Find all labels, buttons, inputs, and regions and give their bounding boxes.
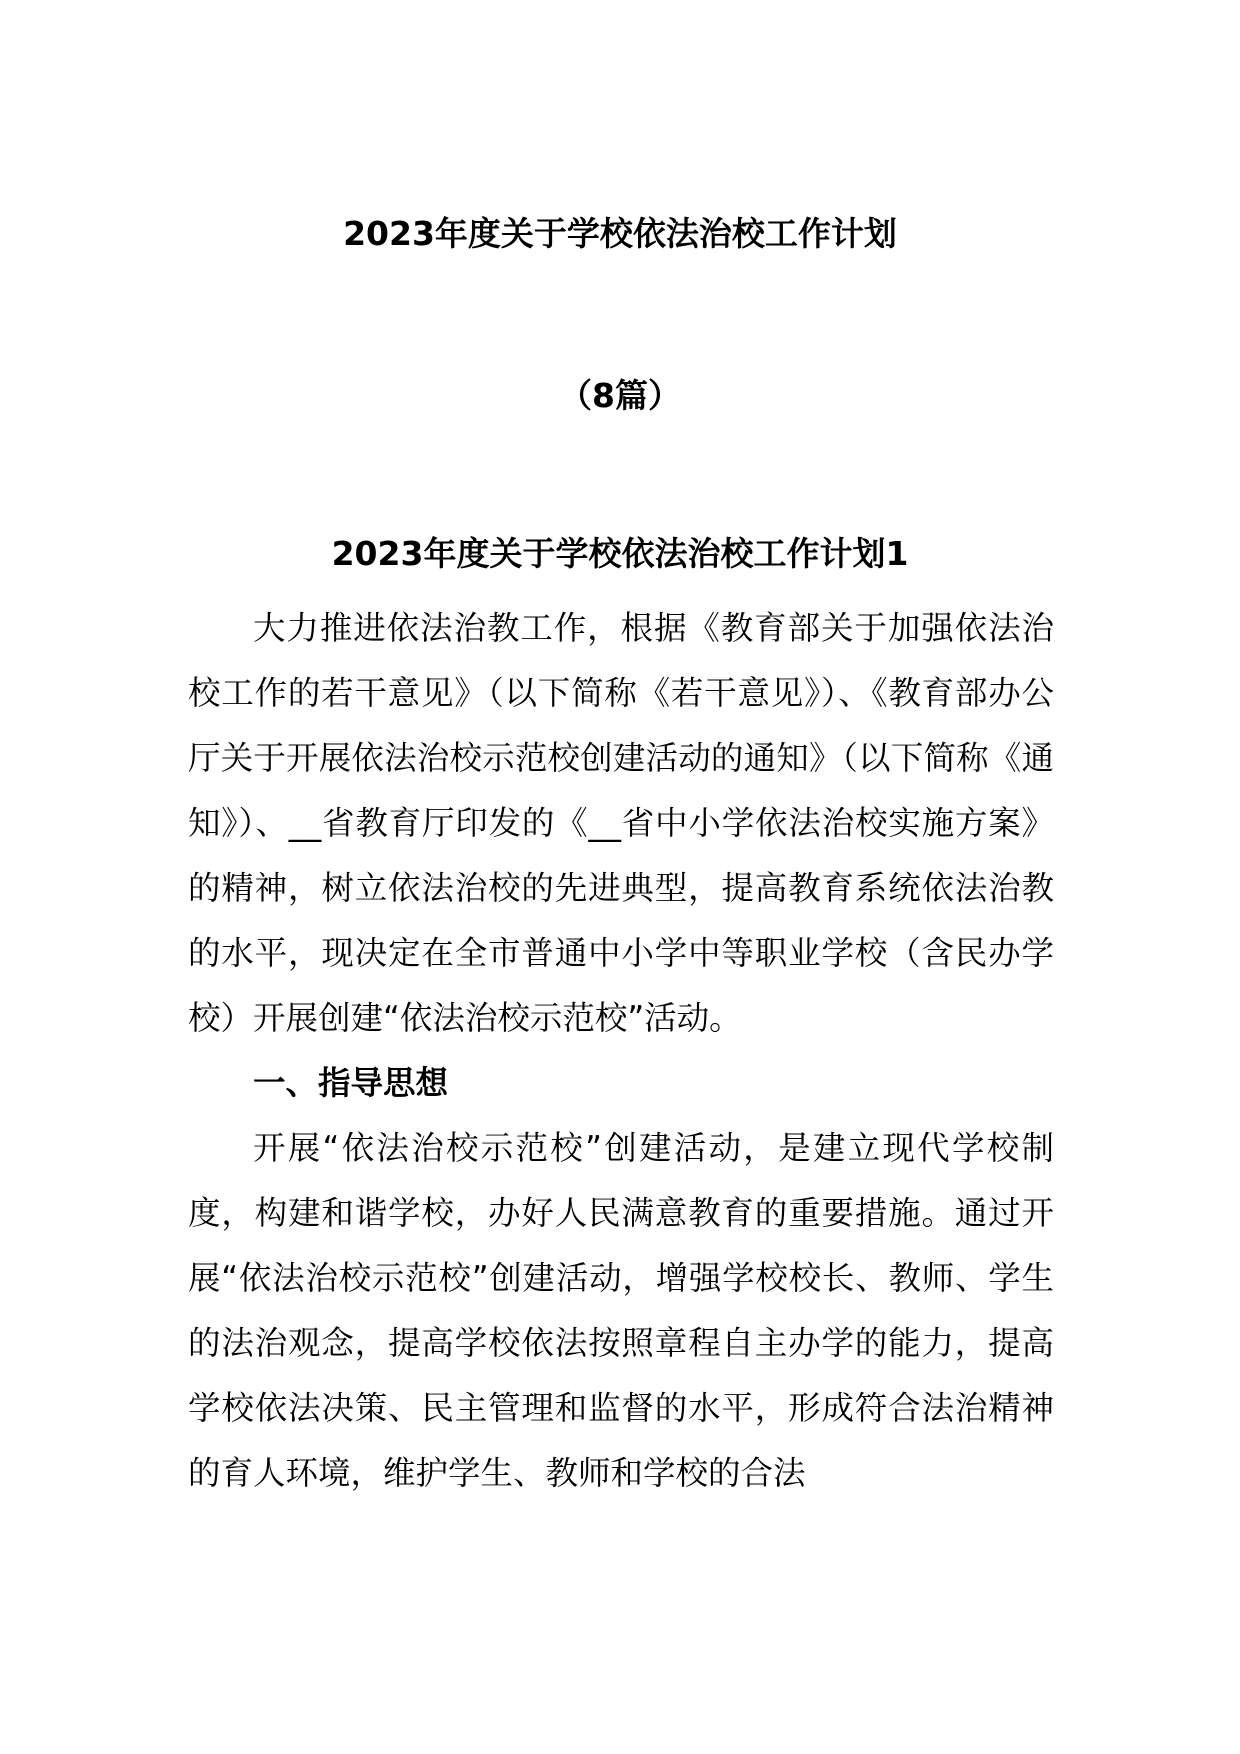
document-body xyxy=(188,596,1054,1506)
body-paragraph-intro: 大力推进依法治教工作，根据《教育部关于加强依法治校工作的若干意见》（以下简称《若干意见》）、《教育部办公厅关于开展依法治校示范校创建活动的通知》（以下简称《通知》）、__省教育厅印发的《__省中小学依法治校实施方案》的精神，树立依法治校的先进典型，提高教育系统依法治教的水平，现决定在全市普通中小学中等职业学校（含民办学校）开展创建“依法治校示范校”活动。 xyxy=(188,609,1054,1037)
section-title: 2023年度关于学校依法治校工作计划1 xyxy=(331,534,909,573)
section-heading-guiding-ideology: 一、指导思想 xyxy=(253,1064,449,1102)
article-count-label: （8篇） xyxy=(559,376,681,415)
document-title: 2023年度关于学校依法治校工作计划 xyxy=(343,214,897,253)
body-paragraph-guiding-ideology: 开展“依法治校示范校”创建活动，是建立现代学校制度，构建和谐学校，办好人民满意教育的重要措施。通过开展“依法治校示范校”创建活动，增强学校校长、教师、学生的法治观念，提高学校依法按照章程自主办学的能力，提高学校依法决策、民主管理和监督的水平，形成符合法治精神的育人环境，维护学生、教师和学校的合法 xyxy=(188,1129,1054,1492)
